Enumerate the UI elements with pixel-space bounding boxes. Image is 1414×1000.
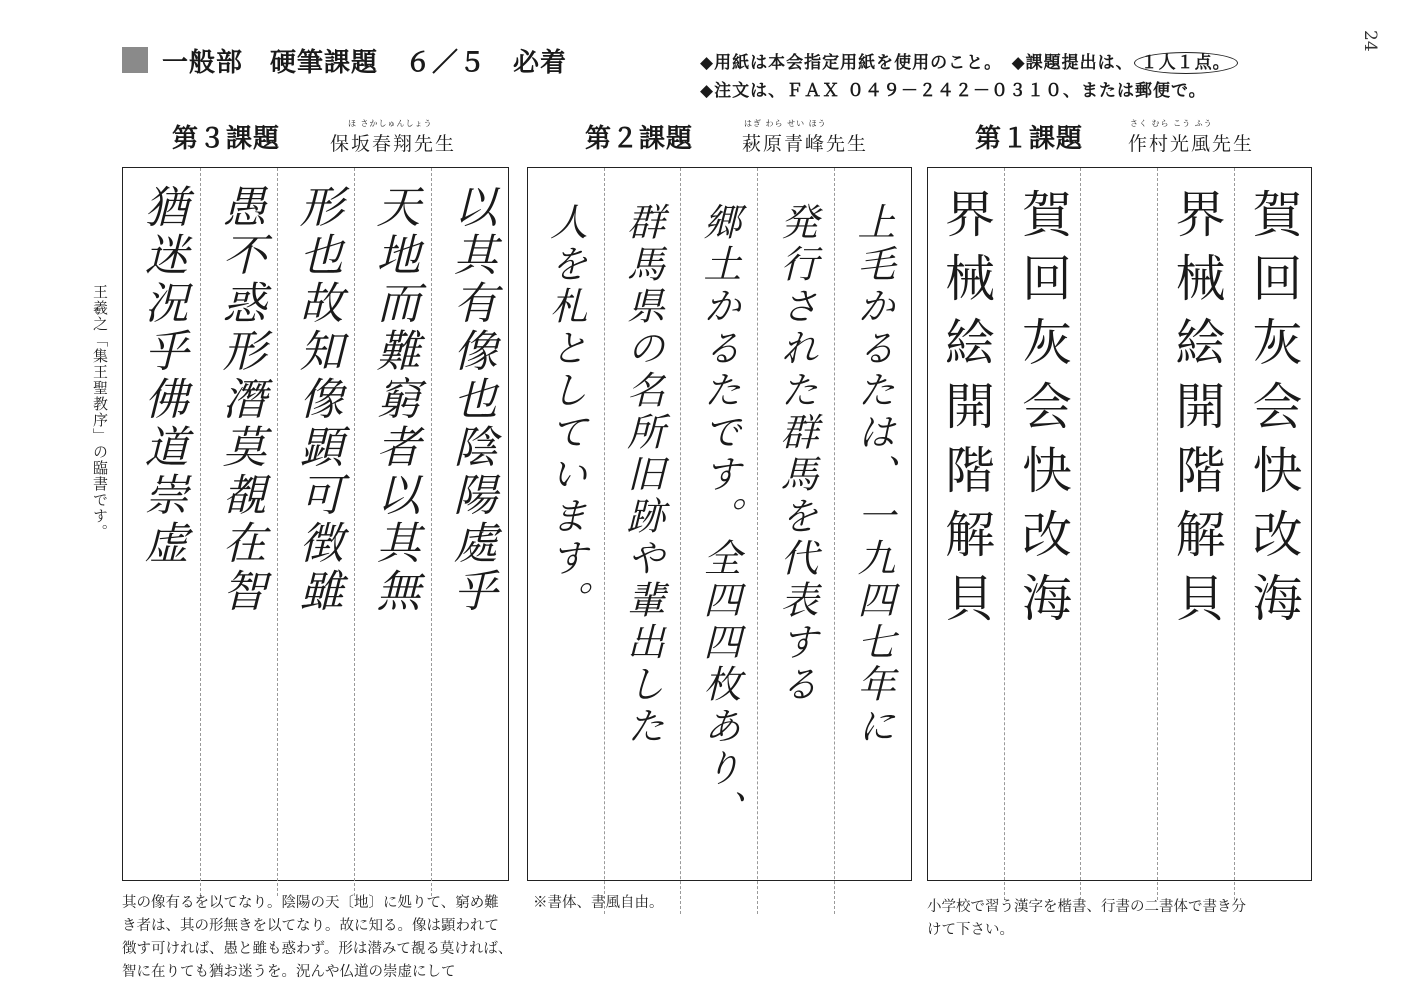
task1-column-4-text: 賀回灰会快改海: [1014, 188, 1072, 636]
task1-caption-line: 小学校で習う漢字を楷書、行書の二書体で書き分: [927, 899, 1246, 915]
notice-1-text: ◆用紙は本会指定用紙を使用のこと。 ◆課題提出は、: [700, 53, 1134, 73]
notice-1-circled: １人１点。: [1134, 52, 1238, 74]
task2-teacher-furigana: はぎ わら せい ほう: [744, 119, 827, 128]
task3-column-2-text: 天地而難窮者以其無: [368, 184, 420, 616]
task3-teacher-name: 保坂春翔先生: [330, 133, 457, 155]
task1-column-5-text: 界械絵開階解貝: [937, 188, 995, 636]
task1-column-1-text: 賀回灰会快改海: [1244, 188, 1303, 636]
notice-line-2: ◆注文は、ＦＡＸ ０４９－２４２－０３１０、または郵便で。: [700, 81, 1207, 101]
task2-column-5-text: 人を札としています。: [543, 202, 588, 622]
task3-caption-line: 智に在りても猶お迷うを。況んや仏道の崇虚にして: [122, 964, 456, 980]
task2-column-4-text: 群馬県の名所旧跡や輩出した: [620, 202, 665, 748]
task2-column-1-text: 上毛かるたは、一九四七年に: [851, 202, 895, 748]
header-square-icon: [122, 47, 148, 73]
task1-column-2-text: 界械絵開階解貝: [1167, 188, 1226, 636]
task3-teacher: [330, 118, 456, 156]
task3-title: 第３課題: [172, 124, 281, 154]
task3-column-3: [277, 168, 355, 896]
task2-teacher: [742, 118, 868, 156]
task3-column-1: [431, 168, 509, 896]
task1-caption: [927, 896, 1312, 942]
task2-column-2-text: 発行された群馬を代表する: [774, 202, 818, 706]
task2-writing-box: [527, 167, 912, 881]
task3-caption-line: き者は、其の形無きを以てなり。故に知る。像は顕われて: [122, 918, 499, 934]
notice-line-1: [700, 48, 1238, 73]
task2-column-4: [604, 168, 681, 914]
page-number: 24: [1360, 30, 1380, 52]
task1-column-3: [1080, 168, 1158, 900]
task3-column-4-text: 愚不惑形潛莫覩在智: [214, 184, 266, 616]
task1-column-1: [1234, 168, 1312, 900]
task2-column-3-text: 郷土かるたです。全四四枚あり、: [697, 202, 741, 832]
task1-caption-line: けて下さい。: [927, 922, 1014, 938]
task1-column-2: [1157, 168, 1235, 900]
task2-title: 第２課題: [585, 124, 694, 154]
task3-caption-line: 徴す可ければ、愚と雖も惑わず。形は潜みて覩る莫ければ、: [122, 941, 513, 957]
task3-column-5-text: 猶迷況乎佛道崇虚: [136, 184, 188, 568]
task1-column-4: [1004, 168, 1081, 900]
task2-column-1: [834, 168, 912, 914]
task1-column-5: [928, 168, 1004, 900]
task1-teacher-name: 作村光風先生: [1128, 133, 1255, 155]
task3-side-note: 王羲之「集王聖教序」の臨書です。: [91, 284, 109, 540]
task2-column-2: [757, 168, 835, 914]
task2-caption: ※書体、書風自由。: [533, 895, 664, 911]
task1-title: 第１課題: [975, 124, 1084, 154]
task1-teacher-furigana: さく むら こう ふう: [1130, 119, 1213, 128]
task2-column-5: [528, 168, 604, 914]
task3-column-2: [354, 168, 432, 896]
task3-column-3-text: 形也故知像顕可徴雖: [291, 184, 343, 616]
task1-writing-box: [927, 167, 1312, 881]
task3-column-1-text: 以其有像也陰陽處乎: [445, 184, 497, 616]
task3-writing-box: [122, 167, 509, 881]
task2-column-3: [680, 168, 758, 914]
task3-teacher-furigana: ほ さかしゅんしょう: [348, 119, 433, 128]
task3-caption: [122, 892, 522, 984]
task1-teacher: [1128, 118, 1254, 156]
page-title: 一般部 硬筆課題 ６／５ 必着: [162, 48, 568, 78]
task3-column-4: [200, 168, 278, 896]
task2-teacher-name: 萩原青峰先生: [742, 133, 869, 155]
task3-column-5: [123, 168, 200, 896]
task3-caption-line: 其の像有るを以てなり。陰陽の天〔地〕に処りて、窮め難: [122, 895, 499, 911]
